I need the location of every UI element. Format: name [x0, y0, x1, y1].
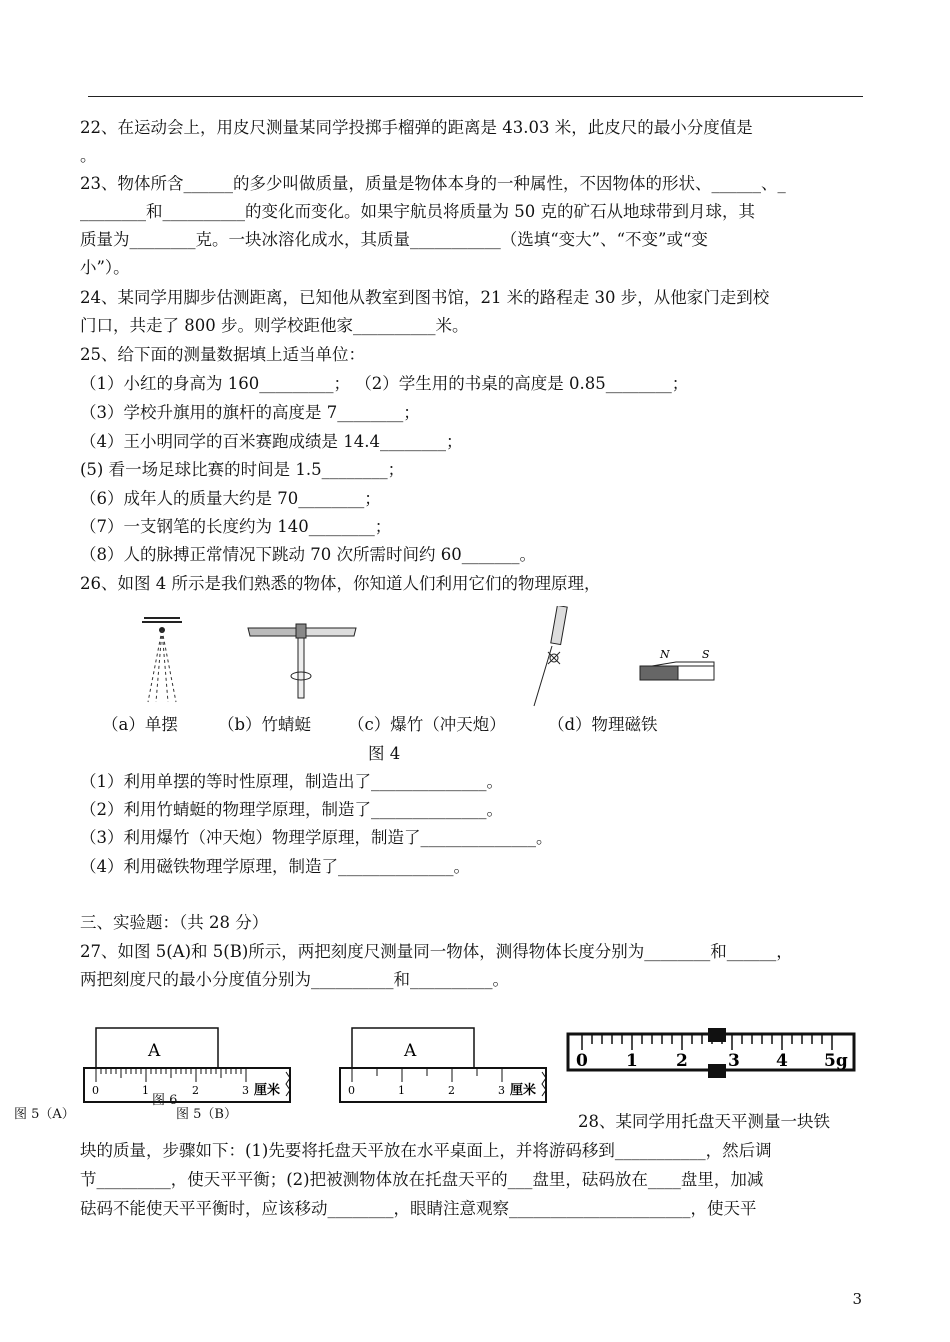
q22-line-1: 22、在运动会上，用皮尺测量某同学投掷手榴弹的距离是 43.03 米，此皮尺的最小分度值是	[80, 118, 753, 137]
scale-tick-1: 1	[626, 1051, 638, 1071]
q23-line-3: 质量为________克。一块冰溶化成水，其质量___________（选填“变大”、“不变”或“变	[80, 230, 708, 249]
scale-tick-2: 2	[676, 1051, 688, 1071]
figure-5b-ruler	[338, 1024, 554, 1106]
magnet-n-label: N	[660, 648, 670, 661]
figure-4-illustrations	[130, 606, 730, 716]
q25-item-7: （7）一支钢笔的长度约为 140________；	[80, 517, 392, 536]
q26-item-2: （2）利用竹蜻蜓的物理学原理，制造了______________。	[80, 800, 503, 819]
ruler-b-tick-0: 0	[348, 1084, 355, 1097]
ruler-a-unit: 厘米	[254, 1083, 281, 1098]
fig4-caption-d: （d）物理磁铁	[548, 715, 658, 734]
fig5a-label: 图 5（A）	[14, 1107, 75, 1122]
firecracker-figure	[534, 606, 567, 706]
figure-6-beam-scale	[564, 1026, 860, 1082]
q28-line-start: 28、某同学用托盘天平测量一块铁	[578, 1112, 830, 1131]
q24-line-1: 24、某同学用脚步估测距离，已知他从教室到图书馆，21 米的路程走 30 步，从他家门走到校	[80, 288, 770, 307]
block-a-letter: A	[148, 1041, 161, 1061]
ruler-a-tick-0: 0	[92, 1084, 99, 1097]
q22-line-2: 。	[80, 146, 97, 165]
q27-line-2: 两把刻度尺的最小分度值分别为__________和__________。	[80, 970, 509, 989]
q25-item-6: （6）成年人的质量大约是 70________；	[80, 489, 381, 508]
fig4-caption-c: （c）爆竹（冲天炮）	[348, 715, 506, 734]
q28-line-4: 砝码不能使天平平衡时，应该移动________，眼睛注意观察______________________，使天平	[80, 1199, 757, 1218]
q24-line-2: 门口，共走了 800 步。则学校距他家__________米。	[80, 316, 469, 335]
q25-item-3: （3）学校升旗用的旗杆的高度是 7________；	[80, 403, 420, 422]
ruler-a-tick-2: 2	[192, 1084, 199, 1097]
section-3-title: 三、实验题：（共 28 分）	[80, 913, 269, 932]
bamboo-dragonfly-figure	[248, 624, 356, 698]
q26-item-3: （3）利用爆竹（冲天炮）物理学原理，制造了______________。	[80, 828, 553, 847]
q23-line-2: ________和__________的变化而变化。如果宇航员将质量为 50 克的矿石从地球带到月球，其	[80, 202, 755, 221]
q26-item-4: （4）利用磁铁物理学原理，制造了______________。	[80, 857, 470, 876]
q25-item-4: （4）王小明同学的百米赛跑成绩是 14.4________；	[80, 432, 463, 451]
magnet-figure	[640, 648, 714, 680]
q27-line-1: 27、如图 5(A)和 5(B)所示，两把刻度尺测量同一物体，测得物体长度分别为________和______，	[80, 942, 793, 961]
fig5b-label: 图 5（B）	[176, 1107, 237, 1122]
pendulum-figure	[142, 618, 182, 702]
page-number: 3	[852, 1290, 862, 1308]
scale-tick-0: 0	[576, 1051, 588, 1071]
ruler-b-tick-3: 3	[498, 1084, 505, 1097]
figure-5a-ruler	[82, 1024, 298, 1106]
fig6-label: 图 6	[152, 1093, 178, 1108]
header-rule	[88, 96, 863, 97]
scale-tick-4: 4	[776, 1051, 788, 1071]
rider-top	[708, 1028, 726, 1042]
q25-item-5: (5) 看一场足球比赛的时间是 1.5________；	[80, 460, 405, 479]
q25-item-8: （8）人的脉搏正常情况下跳动 70 次所需时间约 60_______。	[80, 545, 536, 564]
q25-item-1-2: （1）小红的身高为 160_________； （2）学生用的书桌的高度是 0.85________；	[80, 374, 689, 393]
rider-bottom	[708, 1064, 726, 1078]
q23-line-1: 23、物体所含______的多少叫做质量，质量是物体本身的一种属性，不因物体的形状、______、_	[80, 174, 786, 193]
ruler-a-tick-3: 3	[242, 1084, 249, 1097]
block-b-letter: A	[404, 1041, 417, 1061]
fig4-caption-a: （a）单摆	[102, 715, 178, 734]
ruler-b-tick-1: 1	[398, 1084, 405, 1097]
fig4-title: 图 4	[368, 744, 401, 763]
q28-line-3: 节_________，使天平平衡；(2)把被测物体放在托盘天平的___盘里，砝码放在____盘里，加减	[80, 1170, 764, 1189]
scale-tick-5g: 5g	[824, 1051, 848, 1071]
q25-title: 25、给下面的测量数据填上适当单位：	[80, 345, 365, 364]
q23-line-4: 小”）。	[80, 258, 130, 277]
ruler-a-tick-1: 1	[142, 1084, 149, 1097]
scale-tick-3: 3	[728, 1051, 740, 1071]
fig4-caption-b: （b）竹蜻蜓	[218, 715, 312, 734]
q28-line-2: 块的质量，步骤如下：(1)先要将托盘天平放在水平桌面上，并将游码移到___________，然后调	[80, 1141, 772, 1160]
ruler-b-tick-2: 2	[448, 1084, 455, 1097]
q26-item-1: （1）利用单摆的等时性原理，制造出了______________。	[80, 772, 503, 791]
q26-title: 26、如图 4 所示是我们熟悉的物体，你知道人们利用它们的物理原理，	[80, 574, 601, 593]
ruler-b-unit: 厘米	[510, 1083, 537, 1098]
magnet-s-label: S	[702, 648, 710, 661]
